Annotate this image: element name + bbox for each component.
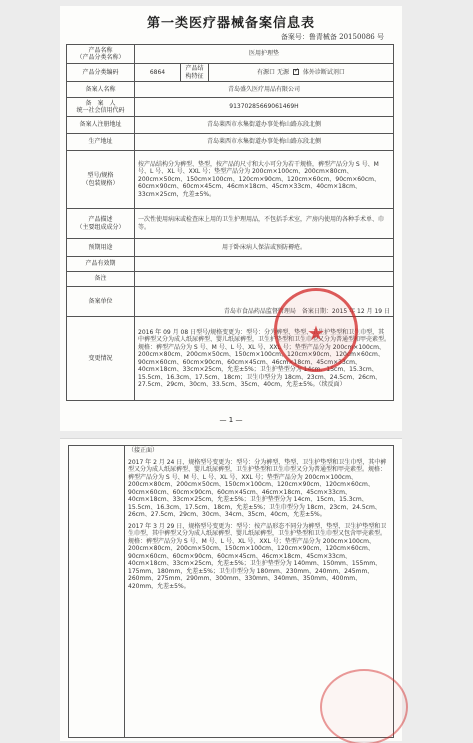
credit-code-value: 91370285669061469H: [135, 98, 394, 117]
continued-note: （接正面）: [128, 447, 159, 454]
continued-label-cell: [69, 446, 125, 738]
option-active: 有源口: [257, 68, 276, 76]
seal-star-icon: ★: [307, 321, 325, 345]
registered-address-value: 青岛莱西市水集街道办事处梅山路东段北侧: [135, 117, 394, 134]
filing-unit-value: 青岛市食品药品监督管理局 备案日期：2015 年 12 月 19 日: [135, 287, 394, 317]
models-value: 按产品结构分为裤型、垫型，按产品的尺寸和大小可分为若干规格，裤型产品分为 S 号、M 号、L 号、XL 号、XXL 号；垫型产品分为 200cm×100cm、200cm×80cm、200cm×50cm、150cm×100cm、120cm×90cm、120cm×60cm、90cm×60cm、60cm×90cm、60cm×45cm、46cm×18cm、45cm×33cm、40cm×18cm、33cm×25cm，允差±5%。: [135, 151, 394, 209]
remarks-label: 备注: [67, 272, 135, 287]
production-address-value: 青岛莱西市水集街道办事处梅山路东段北侧: [135, 134, 394, 151]
change-2017-02: 2017 年 2 月 24 日，规格型号变更为：型号：分为裤型、垫型、卫生护垫型和卫生巾型，其中裤型又分为成人纸尿裤型、婴儿纸尿裤型，卫生护垫型和卫生巾型又分为普通型和甲壳素型。规格：裤型产品分为 S 号、M 号、L 号、XL 号、XXL 号；垫型产品分为 200cm×100cm、200cm×80cm、200cm×50cm、150cm×100cm、120cm×90cm、120cm×60cm、90cm×60cm、60cm×90cm、60cm×45cm、46cm×18cm、45cm×33cm、40cm×18cm、33cm×25cm，允差±5%；卫生护垫型分为 14cm、15cm、15.3cm、15.5cm、16.3cm、17.5cm、18cm，允差±5%；卫生巾型分为 18cm、23cm、24.5cm、26cm、27.5cm、29cm、30cm、34cm、35cm、40cm，允差±5%。: [128, 458, 387, 518]
structure-label: 产品结构特征: [181, 64, 209, 82]
description-label: 产品描述 （主要组成成分）: [67, 209, 135, 239]
product-name-value: 医用护理垫: [135, 45, 394, 64]
official-seal: [274, 288, 358, 372]
production-address-label: 生产地址: [67, 134, 135, 151]
option-passive: 无源: [276, 68, 289, 76]
document-title: 第一类医疗器械备案信息表: [146, 16, 315, 31]
document-page-2: [60, 438, 402, 741]
validity-value: [135, 257, 394, 272]
models-label: 型号/规格 （包装规格）: [67, 151, 135, 209]
changes-value: 2016 年 09 月 08 日型号/规格变更为：型号：分为裤型、垫型、卫生护垫型和卫生巾型，其中裤型又分为成人纸尿裤型、婴儿纸尿裤型，卫生护垫型和卫生巾型又分为普通型和甲壳素型。规格：裤型产品分为 S 号、M 号、L 号、XL 号、XXL 号；垫型产品分为 200cm×100cm、200cm×80cm、200cm×50cm、150cm×100cm、120cm×90cm、120cm×60cm、90cm×60cm、60cm×90cm、60cm×45cm、46cm×18cm、45cm×33cm、40cm×18cm、33cm×25cm，允差±5%；卫生护垫型分为 14cm、15cm、15.3cm、15.5cm、16.3cm、17.5cm、18cm；卫生巾型分为 18cm、23cm、24.5cm、26cm、27.5cm、29cm、30cm、33.5cm、35cm、40cm，允差±5%。（续反面）: [135, 317, 394, 401]
category-code-label: 产品分类编码: [67, 64, 135, 82]
credit-code-label: 备 案 人 统一社会信用代码: [67, 98, 135, 117]
description-value: 一次性使用病床或检查床上用的卫生护理用品，不包括手术室，产房内使用的各种手术单、巾等。: [135, 209, 394, 239]
intended-use-value: 用于卧床病人保洁或预防褥疮。: [135, 239, 394, 257]
remarks-value: [135, 272, 394, 287]
product-name-label: 产品名称 （产品分类名称）: [67, 45, 135, 64]
document-page-1: [60, 6, 402, 431]
filing-unit-label: 备案单位: [67, 287, 135, 317]
filer-name-value: 青岛盛久医疗用品有限公司: [135, 82, 394, 98]
registered-address-label: 备案人注册地址: [67, 117, 135, 134]
filer-name-label: 备案人名称: [67, 82, 135, 98]
change-2017-03: 2017 年 3 月 29 日，规格型号变更为：型号：按产品形态不同分为裤型、垫型、卫生护垫型和卫生巾型，其中裤型又分为成人纸尿裤型、婴儿纸尿裤型，卫生护垫型和卫生巾型又包含甲壳素型。规格：裤型产品分为 S 号、M 号、L 号、XL 号、XXL 号；垫型产品分为 200cm×100cm、200cm×80cm、200cm×50cm、150cm×100cm、120cm×90cm、120cm×60cm、90cm×60cm、60cm×90cm、60cm×45cm、46cm×18cm、45cm×33cm、40cm×18cm、33cm×25cm，允差±5%；卫生护垫型分为 140mm、150mm、155mm、175mm、180mm，允差±5%；卫生巾型分为 180mm、230mm、240mm、245mm、260mm、275mm、290mm、300mm、330mm、340mm、350mm、400mm、420mm，允差±5%。: [128, 522, 387, 590]
record-number: 备案号：鲁青械备 20150086 号: [280, 33, 384, 41]
option-ivd: 体外诊断试剂口: [302, 68, 345, 76]
changes-label: 变更情况: [67, 317, 135, 401]
page-number: — 1 —: [219, 416, 243, 424]
intended-use-label: 预期用途: [67, 239, 135, 257]
official-seal-2: [320, 669, 408, 743]
category-code-value: 6864: [135, 64, 181, 82]
validity-label: 产品有效期: [67, 257, 135, 272]
structure-options: [209, 64, 394, 82]
checkmark-icon: [293, 69, 299, 75]
